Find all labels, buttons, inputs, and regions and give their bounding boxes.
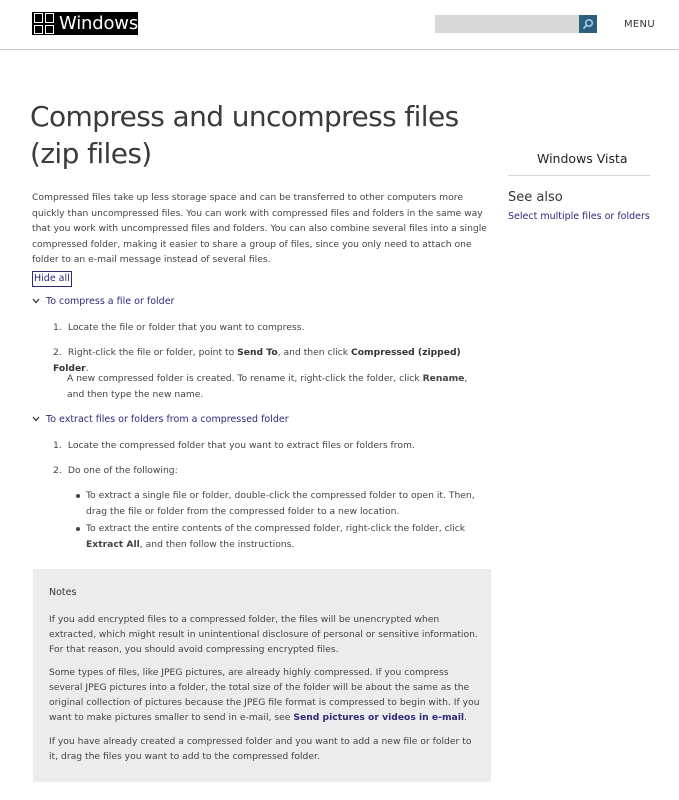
list-item: 1. Locate the compressed folder that you want to extract files or folders from. bbox=[53, 440, 415, 451]
section-heading: To extract files or folders from a compressed folder bbox=[46, 414, 289, 425]
note-paragraph: If you add encrypted files to a compressed folder, the files will be unencrypted when extracted, which might result in unintentional disclosure of personal or sensitive information. For that reason, you should avoid compressing encrypted files. bbox=[49, 614, 478, 655]
bullet-icon bbox=[76, 494, 80, 498]
notes-heading: Notes bbox=[49, 587, 77, 598]
hide-all-button[interactable]: Hide all bbox=[32, 271, 72, 287]
product-label: Windows Vista bbox=[537, 151, 628, 166]
search-icon bbox=[582, 18, 594, 30]
menu-button[interactable]: MENU bbox=[624, 19, 655, 30]
note-paragraph: Some types of files, like JPEG pictures, are already highly compressed. If you compress several JPEG pictures into a folder, the total size of the folder will be about the same as the original collection of pictures because the JPEG file format is compressed to begin with. If you want to make pictures smaller to send in e-mail, see Send pictures or videos in e-mail. bbox=[49, 667, 480, 723]
intro-paragraph: Compressed files take up less storage space and can be transferred to other computers more quickly than uncompressed files. You can work with compressed files and folders in the same way that you work with uncompressed files and folders. You can also combine several files into a single compressed folder, making it easier to share a group of files, since you only need to attach one folder to an e-mail message instead of several files. bbox=[32, 192, 487, 265]
list-item: 1. Locate the file or folder that you want to compress. bbox=[53, 322, 305, 333]
page-title: Compress and uncompress files (zip files) bbox=[30, 100, 459, 170]
bullet-icon bbox=[76, 527, 80, 531]
see-also-link-select-multiple[interactable]: Select multiple files or folders bbox=[508, 211, 650, 222]
list-item: 2. Do one of the following: bbox=[53, 465, 178, 476]
section-heading: To compress a file or folder bbox=[46, 296, 175, 307]
search-input[interactable] bbox=[435, 15, 579, 33]
divider bbox=[508, 175, 650, 176]
windows-logo[interactable] bbox=[32, 12, 138, 35]
intro-block bbox=[32, 190, 492, 268]
see-also-heading: See also bbox=[508, 190, 563, 205]
bullet-item: To extract the entire contents of the compressed folder, right-click the folder, click Extract All, and then follow the instructions. bbox=[76, 521, 492, 552]
list-item: 2. Right-click the file or folder, point to Send To, and then click Compressed (zipped) Folder. bbox=[53, 347, 461, 374]
note-paragraph: If you have already created a compressed folder and you want to add a new file or folder to it, drag the files you want to add to the compressed folder. bbox=[49, 736, 472, 762]
logo-text: Windows bbox=[59, 13, 138, 34]
site-header bbox=[0, 0, 679, 50]
bullet-item: To extract a single file or folder, double-click the compressed folder to open it. Then, drag the file or folder from the compressed folder to a new location. bbox=[76, 488, 492, 519]
chevron-down-icon bbox=[32, 415, 46, 424]
section-toggle-compress[interactable] bbox=[32, 296, 174, 307]
chevron-down-icon bbox=[32, 297, 46, 306]
send-pictures-link[interactable]: Send pictures or videos in e-mail bbox=[293, 712, 465, 723]
step-result-note: A new compressed folder is created. To rename it, right-click the folder, click Rename, and then type the new name. bbox=[67, 373, 468, 400]
windows-logo-icon bbox=[34, 13, 54, 34]
search-button[interactable] bbox=[579, 15, 597, 33]
section-toggle-extract[interactable] bbox=[32, 414, 289, 425]
search-box bbox=[435, 15, 597, 33]
notes-box bbox=[33, 569, 491, 782]
